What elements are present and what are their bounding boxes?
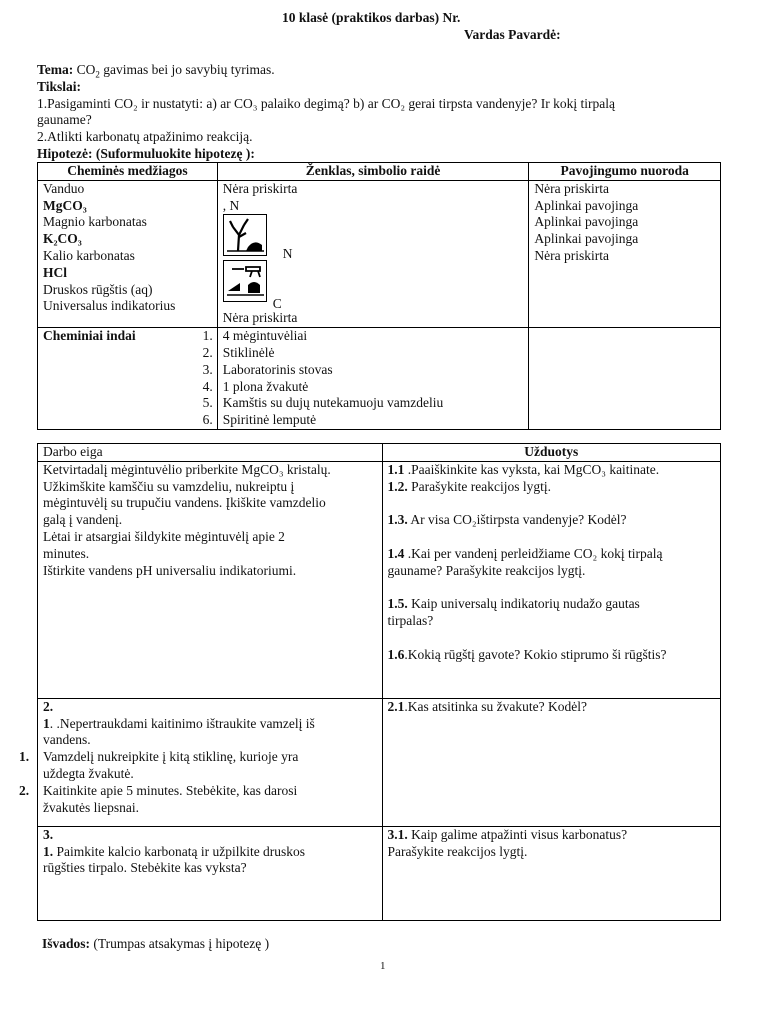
substance-item: MgCO₃ — [43, 197, 87, 213]
symbol-c-label: C — [272, 296, 282, 312]
intro — [37, 62, 737, 163]
vessel-num: 2. — [202, 344, 213, 360]
q31 — [388, 827, 716, 844]
q12 — [388, 479, 716, 496]
vessel-item: Spiritinė lemputė — [222, 412, 317, 428]
vessel-num: 6. — [202, 412, 213, 428]
step2-line: Kaitinkite apie 5 minutes. Stebėkite, kas darosi — [43, 782, 298, 798]
vessel-item: 4 mėgintuvėliai — [222, 328, 308, 344]
tasks3-cell — [382, 826, 721, 920]
step2-bold: 1 — [43, 715, 50, 731]
vessel-item: Kamštis su dujų nutekamuoju vamzdeliu — [222, 395, 444, 411]
substance-item: Vanduo — [43, 180, 85, 196]
substance-item: Magnio karbonatas — [43, 214, 147, 230]
vessel-item: Stiklinėlė — [222, 344, 275, 360]
q31b: Parašykite reakcijos lygtį. — [387, 843, 528, 859]
vessels-empty-cell — [529, 328, 721, 430]
tema-sub: 2 — [95, 69, 100, 80]
hipoteze-label: Hipotezė: (Suformuluokite hipotezę ): — [37, 145, 255, 161]
q15b: tirpalas? — [387, 612, 434, 628]
th-symbol: Ženklas, simbolio raidė — [217, 163, 529, 181]
q21-num: 2.1 — [387, 698, 405, 714]
tikslai-label: Tikslai: — [37, 78, 82, 94]
q12-num: 1.2. — [387, 478, 408, 494]
q16 — [388, 647, 716, 664]
hazard-item: Aplinkai pavojinga — [534, 197, 639, 213]
goal1-line1: 1.Pasigaminti CO₂ ir nustatyti: a) ar CO₃ palaiko degimą? b) ar CO₂ gerai tirpsta vandenyje? Ir kokį tirpalą — [37, 95, 615, 111]
vessel-item: Laboratorinis stovas — [222, 361, 333, 377]
q16-num: 1.6 — [387, 646, 405, 662]
symbol-n-label: N — [282, 246, 293, 262]
vessel-num: 1. — [202, 328, 213, 344]
step3-line — [43, 844, 377, 861]
vessel-item: 1 plona žvakutė — [222, 378, 309, 394]
tasks2-cell — [382, 698, 721, 826]
substances-table — [37, 162, 721, 430]
th-hazard: Pavojingumo nuoroda — [529, 163, 721, 181]
step3-bold: 1. — [43, 843, 54, 859]
env-hazard-row — [223, 214, 524, 260]
q21 — [388, 699, 716, 716]
step3-num: 3. — [43, 826, 54, 842]
q16-text: .Kokią rūgštį gavote? Kokio stiprumo ši rūgštis? — [404, 646, 667, 662]
substance-item: Druskos rūgštis (aq) — [43, 281, 153, 297]
tasks1-cell — [382, 461, 721, 698]
step2-cell — [19, 698, 383, 826]
step3-line2: rūgšties tirpalo. Stebėkite kas vyksta? — [43, 860, 247, 876]
margin-num-1: 1. — [19, 748, 30, 764]
q13-text: Ar visa CO₂ištirpsta vandenyje? Kodėl? — [407, 512, 627, 528]
th-substances: Cheminės medžiagos — [38, 163, 218, 181]
symbols-cell — [217, 180, 529, 327]
hazard-item: Nėra priskirta — [534, 180, 609, 196]
spacer — [388, 529, 716, 546]
goal2: 2.Atlikti karbonatų atpažinimo reakciją. — [37, 129, 253, 145]
procedure-table — [19, 443, 721, 921]
q11 — [388, 462, 716, 479]
tema-line — [37, 62, 737, 79]
step1-line: mėgintuvėlį su trupučiu vandens. Įkiškite vamzdelio — [43, 495, 326, 511]
doc-title: 10 klasė (praktikos darbas) Nr. — [282, 10, 461, 25]
step2-line: vandens. — [43, 732, 91, 748]
vessels-label-cell — [38, 328, 218, 430]
step1-line: galą į vandenį. — [43, 512, 123, 528]
step1-line: minutes. — [43, 545, 90, 561]
step1-line: Lėtai ir atsargiai šildykite mėgintuvėlį apie 2 — [43, 528, 285, 544]
step2-line: Vamzdelį nukreipkite į kitą stiklinę, kurioje yra — [43, 749, 299, 765]
substance-item: Universalus indikatorius — [43, 298, 176, 314]
conclusions — [42, 936, 269, 953]
symbol-n-mark: , N — [222, 197, 240, 213]
step1-cell — [38, 461, 383, 698]
goal1-line2: gauname? — [37, 112, 92, 128]
conclusions-text: (Trumpas atsakymas į hipotezę ) — [90, 936, 270, 951]
q14-num: 1.4 — [387, 545, 405, 561]
margin-num-2: 2. — [19, 782, 30, 798]
page-number: 1 — [380, 960, 386, 972]
step2-num: 2. — [43, 698, 54, 714]
step1-line: Ketvirtadalį mėgintuvėlio priberkite MgCO₃ kristalų. — [43, 461, 331, 477]
q15-num: 1.5. — [387, 596, 408, 612]
step2-line: uždegta žvakutė. — [43, 765, 134, 781]
substance-item: K₂CO₃ — [43, 231, 82, 247]
step1-line: Ištirkite vandens pH universaliu indikatoriumi. — [43, 562, 297, 578]
vessels-cell — [217, 328, 529, 430]
step1-line: Užkimškite kamščiu su vamzdeliu, nukreiptu į — [43, 478, 295, 494]
hazard-item: Aplinkai pavojinga — [534, 231, 639, 247]
q14b: gauname? Parašykite reakcijos lygtį. — [387, 562, 586, 578]
corrosive-row — [223, 260, 524, 310]
environment-hazard-icon — [223, 214, 267, 256]
spacer — [388, 630, 716, 647]
hazard-item: Aplinkai pavojinga — [534, 214, 639, 230]
symbol-none-1: Nėra priskirta — [222, 180, 298, 196]
q31-text: Kaip galime atpažinti visus karbonatus? — [407, 826, 628, 842]
step2-line — [43, 716, 377, 733]
q12-text: Parašykite reakcijos lygtį. — [407, 478, 551, 494]
vessel-num: 3. — [202, 361, 213, 377]
name-label: Vardas Pavardė: — [464, 27, 561, 42]
q15-text: Kaip universalų indikatorių nudažo gautas — [407, 596, 640, 612]
hazards-cell — [529, 180, 721, 327]
substance-item: HCl — [43, 264, 68, 280]
substance-item: Kalio karbonatas — [43, 247, 135, 263]
q11-num: 1.1 — [387, 461, 405, 477]
th-procedure: Darbo eiga — [38, 444, 383, 462]
q21-text: .Kas atsitinka su žvakute? Kodėl? — [404, 698, 587, 714]
vessel-numbers — [203, 328, 213, 429]
step2-line: žvakutės liepsnai. — [43, 799, 139, 815]
tema-label: Tema: — [37, 62, 74, 77]
vessel-num: 5. — [202, 395, 213, 411]
step3-text: Paimkite kalcio karbonatą ir užpilkite druskos — [53, 843, 306, 859]
substances-cell — [38, 180, 218, 327]
spacer — [388, 579, 716, 596]
q31-num: 3.1. — [387, 826, 408, 842]
vessels-label: Cheminiai indai — [43, 328, 136, 344]
q13-num: 1.3. — [387, 512, 408, 528]
corrosive-hazard-icon — [223, 260, 267, 302]
q14 — [388, 546, 716, 563]
symbol-none-2: Nėra priskirta — [222, 310, 298, 326]
vessel-num: 4. — [202, 378, 213, 394]
conclusions-label: Išvados: — [42, 936, 91, 951]
tema-post: gavimas bei jo savybių tyrimas. — [99, 62, 275, 77]
q14-text: .Kai per vandenį perleidžiame CO₂ kokį tirpalą — [404, 545, 663, 561]
step3-cell — [38, 826, 383, 920]
th-tasks: Užduotys — [382, 444, 721, 462]
hazard-item: Nėra priskirta — [534, 247, 609, 263]
q11-text: .Paaiškinkite kas vyksta, kai MgCO₃ kaitinate. — [404, 461, 660, 477]
spacer — [388, 495, 716, 512]
q13 — [388, 512, 716, 529]
step2-text: . .Nepertraukdami kaitinimo ištraukite vamzelį iš — [49, 715, 315, 731]
tema-pre: CO — [76, 62, 96, 77]
q15 — [388, 596, 716, 613]
